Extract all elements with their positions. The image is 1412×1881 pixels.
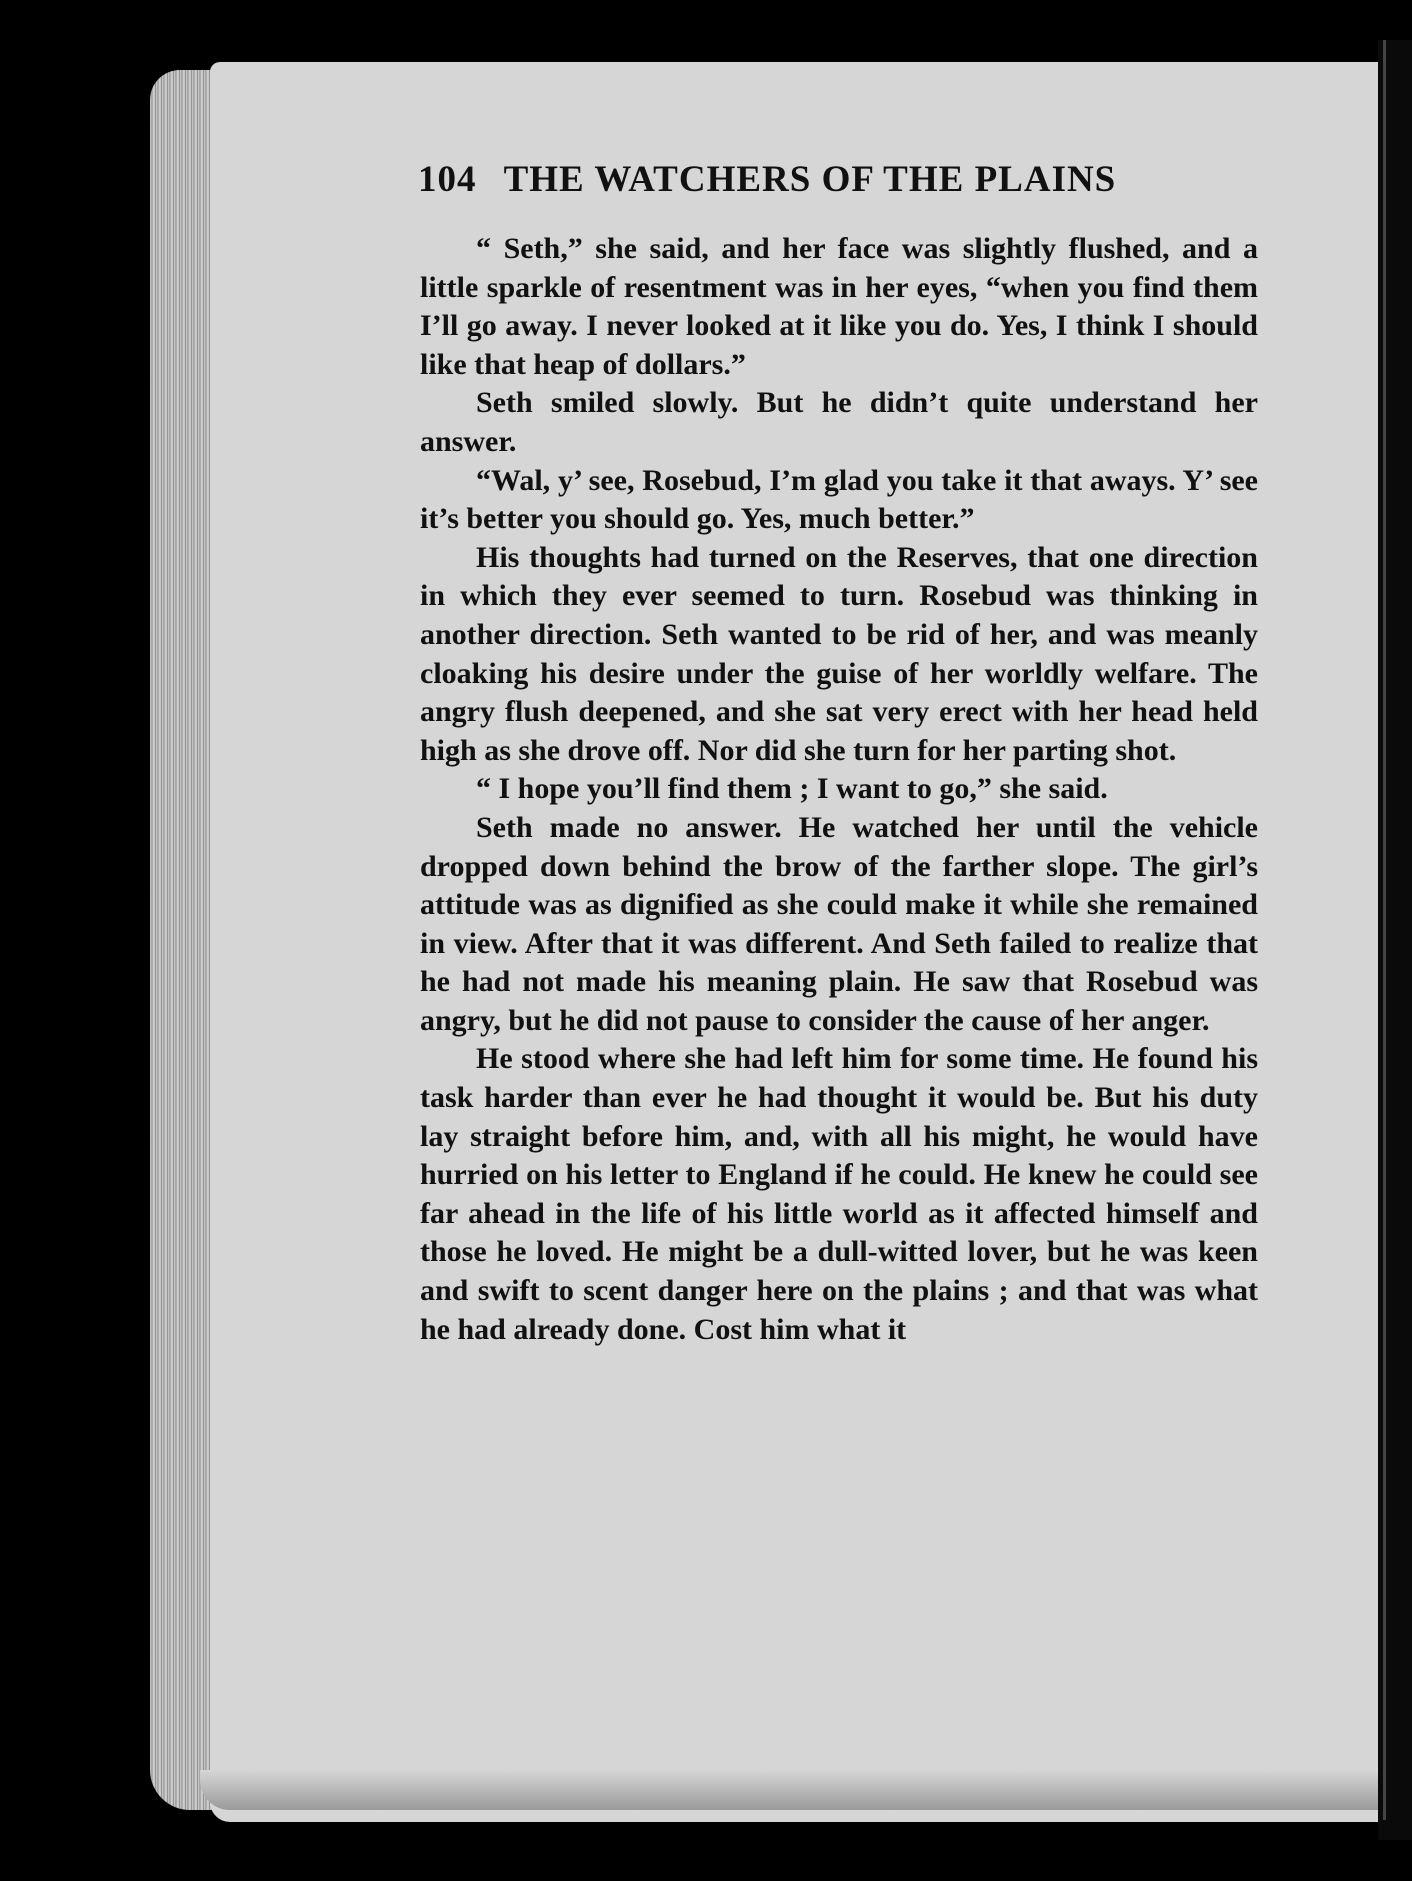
paragraph: Seth smiled slowly. But he didn’t quite understand her answer. [420,386,1258,458]
paragraph: “Wal, y’ see, Rosebud, I’m glad you take it that aways. Y’ see it’s better you should go. Yes, much better.” [420,463,1258,536]
paragraph: He stood where she had left him for some time. He found his task harder than ever he had thought it would be. But his duty lay straight before him, and, with all his might, he would have hurried on his letter to England if he could. He knew he could see far ahead in the life of his little world as it affected himself and those he loved. He might be a dull-witted lover, but he was keen and swift to scent danger here on the plains ; and that was what he had already done. Cost him what it [420,1042,1258,1346]
page-bottom-edge [200,1770,1390,1810]
running-title: THE WATCHERS OF THE PLAINS [503,159,1117,200]
running-header [418,158,1198,214]
page-body-text [420,230,1258,1349]
gutter-line [1383,40,1386,1820]
paragraph: “ I hope you’ll find them ; I want to go,” she said. [476,772,1108,806]
paragraph: His thoughts had turned on the Reserves, that one direction in which they ever seemed to turn. Rosebud was thinking in another direction. Seth wanted to be rid of her, and was meanly cloaking his desire under the guise of her worldly welfare. The angry flush deepened, and she sat very erect with her head held high as she drove off. Nor did she turn for her parting shot. [420,540,1258,767]
paragraph: “ Seth,” she said, and her face was slightly flushed, and a little sparkle of resentment was in her eyes, “when you find them I’ll go away. I never looked at it like you do. Yes, I think I should like that heap of dollars.” [420,232,1258,381]
page-number: 104 [418,159,477,200]
paragraph: Seth made no answer. He watched her until the vehicle dropped down behind the brow of the farther slope. The girl’s attitude was as dignified as she could make it while she remained in view. After that it was different. And Seth failed to realize that he had not made his meaning plain. He saw that Rosebud was angry, but he did not pause to consider the cause of her anger. [420,810,1258,1037]
